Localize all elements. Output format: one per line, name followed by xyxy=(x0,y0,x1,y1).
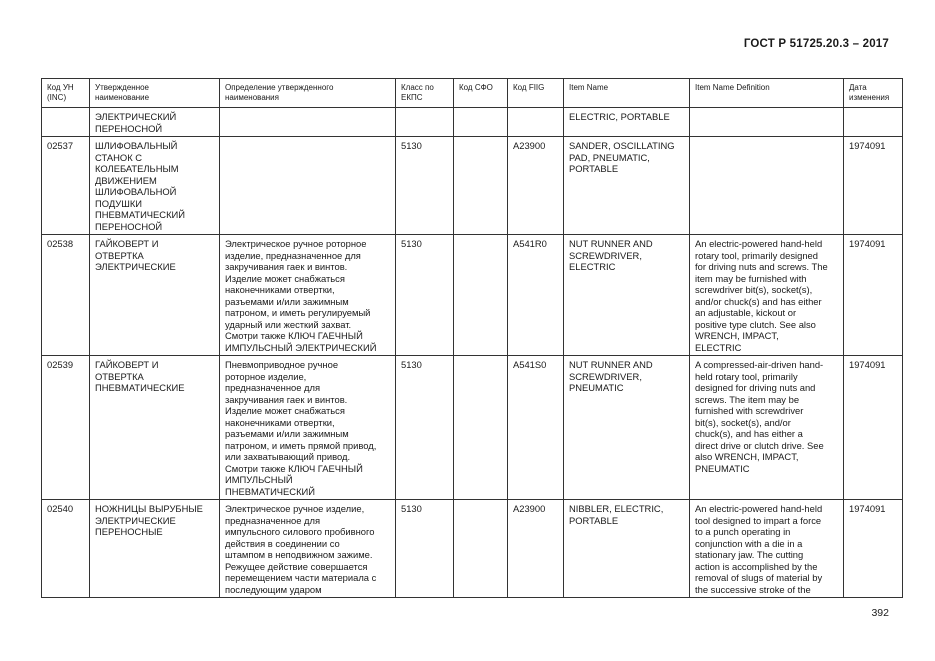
cell-change-date: 1974091 xyxy=(844,500,903,598)
cell-approved-name: ЭЛЕКТРИЧЕСКИЙ ПЕРЕНОСНОЙ xyxy=(90,108,220,137)
cell-approved-name: НОЖНИЦЫ ВЫРУБНЫЕ ЭЛЕКТРИЧЕСКИЕ ПЕРЕНОСНЫЕ xyxy=(90,500,220,598)
col-header-definition: Определение утвержденного наименования xyxy=(220,79,396,108)
col-header-change-date: Дата изменения xyxy=(844,79,903,108)
cell-change-date xyxy=(844,108,903,137)
cell-fiig-code: A541R0 xyxy=(508,235,564,356)
document-code: ГОСТ Р 51725.20.3 – 2017 xyxy=(743,38,889,50)
cell-item-name-definition xyxy=(690,137,844,235)
cell-class: 5130 xyxy=(396,235,454,356)
table-row xyxy=(42,500,903,598)
cell-change-date: 1974091 xyxy=(844,356,903,500)
cell-definition xyxy=(220,108,396,137)
table-row xyxy=(42,356,903,500)
cell-item-name-definition: An electric-powered hand-held tool designed to impart a force to a punch operating in conjunction with a die in a stationary jaw. The cutting action is accomplished by the removal of slugs of material by the successive stroke of the xyxy=(690,500,844,598)
cell-sfo-code xyxy=(454,500,508,598)
cell-class: 5130 xyxy=(396,137,454,235)
cell-item-name: NIBBLER, ELECTRIC, PORTABLE xyxy=(564,500,690,598)
cell-approved-name: ШЛИФОВАЛЬНЫЙ СТАНОК С КОЛЕБАТЕЛЬНЫМ ДВИЖЕНИЕМ ШЛИФОВАЛЬНОЙ ПОДУШКИ ПНЕВМАТИЧЕСКИЙ ПЕРЕНОСНОЙ xyxy=(90,137,220,235)
cell-class: 5130 xyxy=(396,500,454,598)
catalog-table xyxy=(41,78,903,598)
table-row xyxy=(42,137,903,235)
col-header-sfo-code: Код СФО xyxy=(454,79,508,108)
cell-definition: Электрическое ручное изделие, предназначенное для импульсного силового пробивного действия в соединении со штампом в неподвижном зажиме. Режущее действие совершается перемещением части материала с последующим ударом xyxy=(220,500,396,598)
table-row xyxy=(42,235,903,356)
table-header-row xyxy=(42,79,903,108)
cell-item-name-definition: A compressed-air-driven hand- held rotary tool, primarily designed for driving nuts and screws. The item may be furnished with screwdriver bit(s), socket(s), and/or chuck(s), and has either a direct drive or clutch drive. See also WRENCH, IMPACT, PNEUMATIC xyxy=(690,356,844,500)
col-header-item-name: Item Name xyxy=(564,79,690,108)
cell-fiig-code: A541S0 xyxy=(508,356,564,500)
cell-inc: 02540 xyxy=(42,500,90,598)
cell-item-name: NUT RUNNER AND SCREWDRIVER, ELECTRIC xyxy=(564,235,690,356)
col-header-approved-name: Утвержденное наименование xyxy=(90,79,220,108)
cell-class: 5130 xyxy=(396,356,454,500)
cell-definition: Электрическое ручное роторное изделие, предназначенное для закручивания гаек и винтов. Изделие может снабжаться наконечниками отвертки, разъемами и/или зажимным патроном, и иметь регулируемый ударный или жесткий захват. Смотри также КЛЮЧ ГАЕЧНЫЙ ИМПУЛЬСНЫЙ ЭЛЕКТРИЧЕСКИЙ xyxy=(220,235,396,356)
cell-definition: Пневмоприводное ручное роторное изделие, предназначенное для закручивания гаек и винтов. Изделие может снабжаться наконечниками отвертки, разъемами и/или зажимным патроном, и иметь прямой привод, или захватывающий привод. Смотри также КЛЮЧ ГАЕЧНЫЙ ИМПУЛЬСНЫЙ ПНЕВМАТИЧЕСКИЙ xyxy=(220,356,396,500)
cell-item-name-definition: An electric-powered hand-held rotary tool, primarily designed for driving nuts and screws. The item may be furnished with screwdriver bit(s), socket(s), and/or chuck(s) and has either an adjustable, kickout or positive type clutch. See also WRENCH, IMPACT, ELECTRIC xyxy=(690,235,844,356)
cell-item-name: SANDER, OSCILLATING PAD, PNEUMATIC, PORTABLE xyxy=(564,137,690,235)
col-header-item-name-definition: Item Name Definition xyxy=(690,79,844,108)
cell-inc xyxy=(42,108,90,137)
cell-fiig-code: A23900 xyxy=(508,137,564,235)
cell-item-name-definition xyxy=(690,108,844,137)
col-header-fiig-code: Код FIIG xyxy=(508,79,564,108)
cell-change-date: 1974091 xyxy=(844,235,903,356)
cell-approved-name: ГАЙКОВЕРТ И ОТВЕРТКА ПНЕВМАТИЧЕСКИЕ xyxy=(90,356,220,500)
cell-sfo-code xyxy=(454,235,508,356)
page-number: 392 xyxy=(871,607,889,619)
cell-fiig-code: A23900 xyxy=(508,500,564,598)
cell-inc: 02537 xyxy=(42,137,90,235)
cell-inc: 02538 xyxy=(42,235,90,356)
cell-change-date: 1974091 xyxy=(844,137,903,235)
cell-approved-name: ГАЙКОВЕРТ И ОТВЕРТКА ЭЛЕКТРИЧЕСКИЕ xyxy=(90,235,220,356)
col-header-class: Класс по ЕКПС xyxy=(396,79,454,108)
col-header-inc: Код УН (INC) xyxy=(42,79,90,108)
cell-sfo-code xyxy=(454,356,508,500)
cell-fiig-code xyxy=(508,108,564,137)
cell-item-name: ELECTRIC, PORTABLE xyxy=(564,108,690,137)
cell-class xyxy=(396,108,454,137)
cell-item-name: NUT RUNNER AND SCREWDRIVER, PNEUMATIC xyxy=(564,356,690,500)
cell-sfo-code xyxy=(454,108,508,137)
cell-inc: 02539 xyxy=(42,356,90,500)
cell-sfo-code xyxy=(454,137,508,235)
table-row xyxy=(42,108,903,137)
cell-definition xyxy=(220,137,396,235)
